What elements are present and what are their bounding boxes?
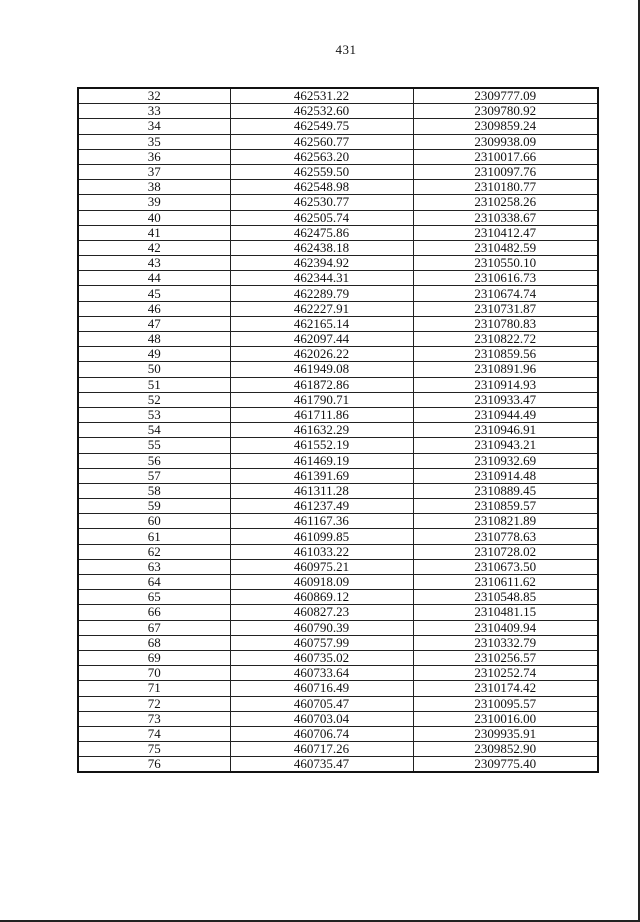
point-number-cell: 69: [78, 650, 230, 665]
table-row: [78, 559, 598, 574]
y-coordinate-cell: 2310095.57: [413, 696, 598, 711]
point-number-cell: 40: [78, 210, 230, 225]
point-number-cell: 33: [78, 104, 230, 119]
table-row: [78, 544, 598, 559]
y-coordinate-cell: 2310252.74: [413, 666, 598, 681]
y-coordinate-cell: 2310933.47: [413, 392, 598, 407]
y-coordinate-cell: 2310611.62: [413, 575, 598, 590]
point-number-cell: 43: [78, 256, 230, 271]
x-coordinate-cell: 461790.71: [230, 392, 413, 407]
y-coordinate-cell: 2309852.90: [413, 742, 598, 757]
y-coordinate-cell: 2310780.83: [413, 316, 598, 331]
point-number-cell: 48: [78, 332, 230, 347]
point-number-cell: 61: [78, 529, 230, 544]
point-number-cell: 76: [78, 757, 230, 773]
y-coordinate-cell: 2310616.73: [413, 271, 598, 286]
x-coordinate-cell: 461711.86: [230, 407, 413, 422]
y-coordinate-cell: 2310258.26: [413, 195, 598, 210]
y-coordinate-cell: 2310731.87: [413, 301, 598, 316]
y-coordinate-cell: 2310778.63: [413, 529, 598, 544]
point-number-cell: 73: [78, 711, 230, 726]
x-coordinate-cell: 462438.18: [230, 240, 413, 255]
x-coordinate-cell: 460735.02: [230, 650, 413, 665]
table-row: [78, 635, 598, 650]
point-number-cell: 36: [78, 149, 230, 164]
y-coordinate-cell: 2310409.94: [413, 620, 598, 635]
point-number-cell: 51: [78, 377, 230, 392]
point-number-cell: 59: [78, 499, 230, 514]
x-coordinate-cell: 462505.74: [230, 210, 413, 225]
point-number-cell: 62: [78, 544, 230, 559]
point-number-cell: 35: [78, 134, 230, 149]
x-coordinate-cell: 462165.14: [230, 316, 413, 331]
point-number-cell: 75: [78, 742, 230, 757]
table-row: [78, 757, 598, 773]
point-number-cell: 72: [78, 696, 230, 711]
table-row: [78, 514, 598, 529]
point-number-cell: 56: [78, 453, 230, 468]
y-coordinate-cell: 2310728.02: [413, 544, 598, 559]
table-row: [78, 271, 598, 286]
x-coordinate-cell: 462026.22: [230, 347, 413, 362]
y-coordinate-cell: 2310412.47: [413, 225, 598, 240]
x-coordinate-cell: 460975.21: [230, 559, 413, 574]
point-number-cell: 74: [78, 726, 230, 741]
table-row: [78, 423, 598, 438]
x-coordinate-cell: 460716.49: [230, 681, 413, 696]
table-row: [78, 180, 598, 195]
table-row: [78, 301, 598, 316]
table-row: [78, 225, 598, 240]
table-row: [78, 575, 598, 590]
point-number-cell: 68: [78, 635, 230, 650]
table-row: [78, 620, 598, 635]
point-number-cell: 46: [78, 301, 230, 316]
table-row: [78, 149, 598, 164]
y-coordinate-cell: 2310016.00: [413, 711, 598, 726]
table-row: [78, 711, 598, 726]
table-row: [78, 483, 598, 498]
x-coordinate-cell: 460757.99: [230, 635, 413, 650]
table-row: [78, 256, 598, 271]
y-coordinate-cell: 2310482.59: [413, 240, 598, 255]
x-coordinate-cell: 462560.77: [230, 134, 413, 149]
x-coordinate-cell: 462549.75: [230, 119, 413, 134]
table-row: [78, 590, 598, 605]
x-coordinate-cell: 461311.28: [230, 483, 413, 498]
y-coordinate-cell: 2309775.40: [413, 757, 598, 773]
y-coordinate-cell: 2310338.67: [413, 210, 598, 225]
point-number-cell: 66: [78, 605, 230, 620]
x-coordinate-cell: 462344.31: [230, 271, 413, 286]
x-coordinate-cell: 460733.64: [230, 666, 413, 681]
point-number-cell: 52: [78, 392, 230, 407]
y-coordinate-cell: 2310180.77: [413, 180, 598, 195]
x-coordinate-cell: 462531.22: [230, 88, 413, 104]
x-coordinate-cell: 462289.79: [230, 286, 413, 301]
x-coordinate-cell: 462559.50: [230, 164, 413, 179]
point-number-cell: 47: [78, 316, 230, 331]
table-row: [78, 210, 598, 225]
coordinate-table-body: [78, 88, 598, 772]
y-coordinate-cell: 2310674.74: [413, 286, 598, 301]
point-number-cell: 65: [78, 590, 230, 605]
table-row: [78, 347, 598, 362]
y-coordinate-cell: 2310914.93: [413, 377, 598, 392]
point-number-cell: 70: [78, 666, 230, 681]
x-coordinate-cell: 460790.39: [230, 620, 413, 635]
y-coordinate-cell: 2310481.15: [413, 605, 598, 620]
table-row: [78, 438, 598, 453]
x-coordinate-cell: 460705.47: [230, 696, 413, 711]
coordinate-table: [77, 87, 599, 773]
y-coordinate-cell: 2310859.57: [413, 499, 598, 514]
table-row: [78, 650, 598, 665]
y-coordinate-cell: 2310174.42: [413, 681, 598, 696]
y-coordinate-cell: 2310932.69: [413, 453, 598, 468]
table-row: [78, 666, 598, 681]
y-coordinate-cell: 2310914.48: [413, 468, 598, 483]
table-row: [78, 286, 598, 301]
table-row: [78, 742, 598, 757]
y-coordinate-cell: 2310332.79: [413, 635, 598, 650]
point-number-cell: 34: [78, 119, 230, 134]
point-number-cell: 37: [78, 164, 230, 179]
y-coordinate-cell: 2310944.49: [413, 407, 598, 422]
point-number-cell: 55: [78, 438, 230, 453]
point-number-cell: 58: [78, 483, 230, 498]
table-row: [78, 605, 598, 620]
point-number-cell: 41: [78, 225, 230, 240]
x-coordinate-cell: 462530.77: [230, 195, 413, 210]
y-coordinate-cell: 2310673.50: [413, 559, 598, 574]
x-coordinate-cell: 461391.69: [230, 468, 413, 483]
y-coordinate-cell: 2310256.57: [413, 650, 598, 665]
x-coordinate-cell: 462394.92: [230, 256, 413, 271]
x-coordinate-cell: 462097.44: [230, 332, 413, 347]
point-number-cell: 44: [78, 271, 230, 286]
table-row: [78, 240, 598, 255]
point-number-cell: 60: [78, 514, 230, 529]
y-coordinate-cell: 2310943.21: [413, 438, 598, 453]
x-coordinate-cell: 461237.49: [230, 499, 413, 514]
y-coordinate-cell: 2309777.09: [413, 88, 598, 104]
table-row: [78, 377, 598, 392]
x-coordinate-cell: 460918.09: [230, 575, 413, 590]
table-row: [78, 726, 598, 741]
x-coordinate-cell: 460735.47: [230, 757, 413, 773]
point-number-cell: 53: [78, 407, 230, 422]
x-coordinate-cell: 461872.86: [230, 377, 413, 392]
x-coordinate-cell: 460703.04: [230, 711, 413, 726]
table-row: [78, 164, 598, 179]
table-row: [78, 316, 598, 331]
point-number-cell: 32: [78, 88, 230, 104]
table-row: [78, 134, 598, 149]
y-coordinate-cell: 2310891.96: [413, 362, 598, 377]
point-number-cell: 71: [78, 681, 230, 696]
point-number-cell: 38: [78, 180, 230, 195]
point-number-cell: 67: [78, 620, 230, 635]
y-coordinate-cell: 2310548.85: [413, 590, 598, 605]
page-number: 431: [335, 42, 357, 57]
y-coordinate-cell: 2310550.10: [413, 256, 598, 271]
x-coordinate-cell: 461949.08: [230, 362, 413, 377]
y-coordinate-cell: 2310017.66: [413, 149, 598, 164]
x-coordinate-cell: 460717.26: [230, 742, 413, 757]
y-coordinate-cell: 2309859.24: [413, 119, 598, 134]
y-coordinate-cell: 2309938.09: [413, 134, 598, 149]
x-coordinate-cell: 462532.60: [230, 104, 413, 119]
x-coordinate-cell: 461033.22: [230, 544, 413, 559]
table-row: [78, 332, 598, 347]
table-row: [78, 468, 598, 483]
y-coordinate-cell: 2310097.76: [413, 164, 598, 179]
table-row: [78, 362, 598, 377]
x-coordinate-cell: 462227.91: [230, 301, 413, 316]
x-coordinate-cell: 461632.29: [230, 423, 413, 438]
x-coordinate-cell: 460706.74: [230, 726, 413, 741]
point-number-cell: 42: [78, 240, 230, 255]
x-coordinate-cell: 461167.36: [230, 514, 413, 529]
y-coordinate-cell: 2309935.91: [413, 726, 598, 741]
table-row: [78, 681, 598, 696]
x-coordinate-cell: 462563.20: [230, 149, 413, 164]
x-coordinate-cell: 462548.98: [230, 180, 413, 195]
table-row: [78, 453, 598, 468]
table-row: [78, 195, 598, 210]
point-number-cell: 57: [78, 468, 230, 483]
table-row: [78, 529, 598, 544]
point-number-cell: 45: [78, 286, 230, 301]
y-coordinate-cell: 2310821.89: [413, 514, 598, 529]
y-coordinate-cell: 2310946.91: [413, 423, 598, 438]
table-row: [78, 392, 598, 407]
y-coordinate-cell: 2309780.92: [413, 104, 598, 119]
x-coordinate-cell: 462475.86: [230, 225, 413, 240]
x-coordinate-cell: 461469.19: [230, 453, 413, 468]
y-coordinate-cell: 2310859.56: [413, 347, 598, 362]
x-coordinate-cell: 460869.12: [230, 590, 413, 605]
point-number-cell: 54: [78, 423, 230, 438]
table-row: [78, 696, 598, 711]
x-coordinate-cell: 460827.23: [230, 605, 413, 620]
y-coordinate-cell: 2310822.72: [413, 332, 598, 347]
y-coordinate-cell: 2310889.45: [413, 483, 598, 498]
table-row: [78, 407, 598, 422]
point-number-cell: 64: [78, 575, 230, 590]
table-row: [78, 88, 598, 104]
point-number-cell: 49: [78, 347, 230, 362]
point-number-cell: 63: [78, 559, 230, 574]
point-number-cell: 50: [78, 362, 230, 377]
x-coordinate-cell: 461099.85: [230, 529, 413, 544]
table-row: [78, 499, 598, 514]
x-coordinate-cell: 461552.19: [230, 438, 413, 453]
point-number-cell: 39: [78, 195, 230, 210]
table-row: [78, 119, 598, 134]
table-row: [78, 104, 598, 119]
